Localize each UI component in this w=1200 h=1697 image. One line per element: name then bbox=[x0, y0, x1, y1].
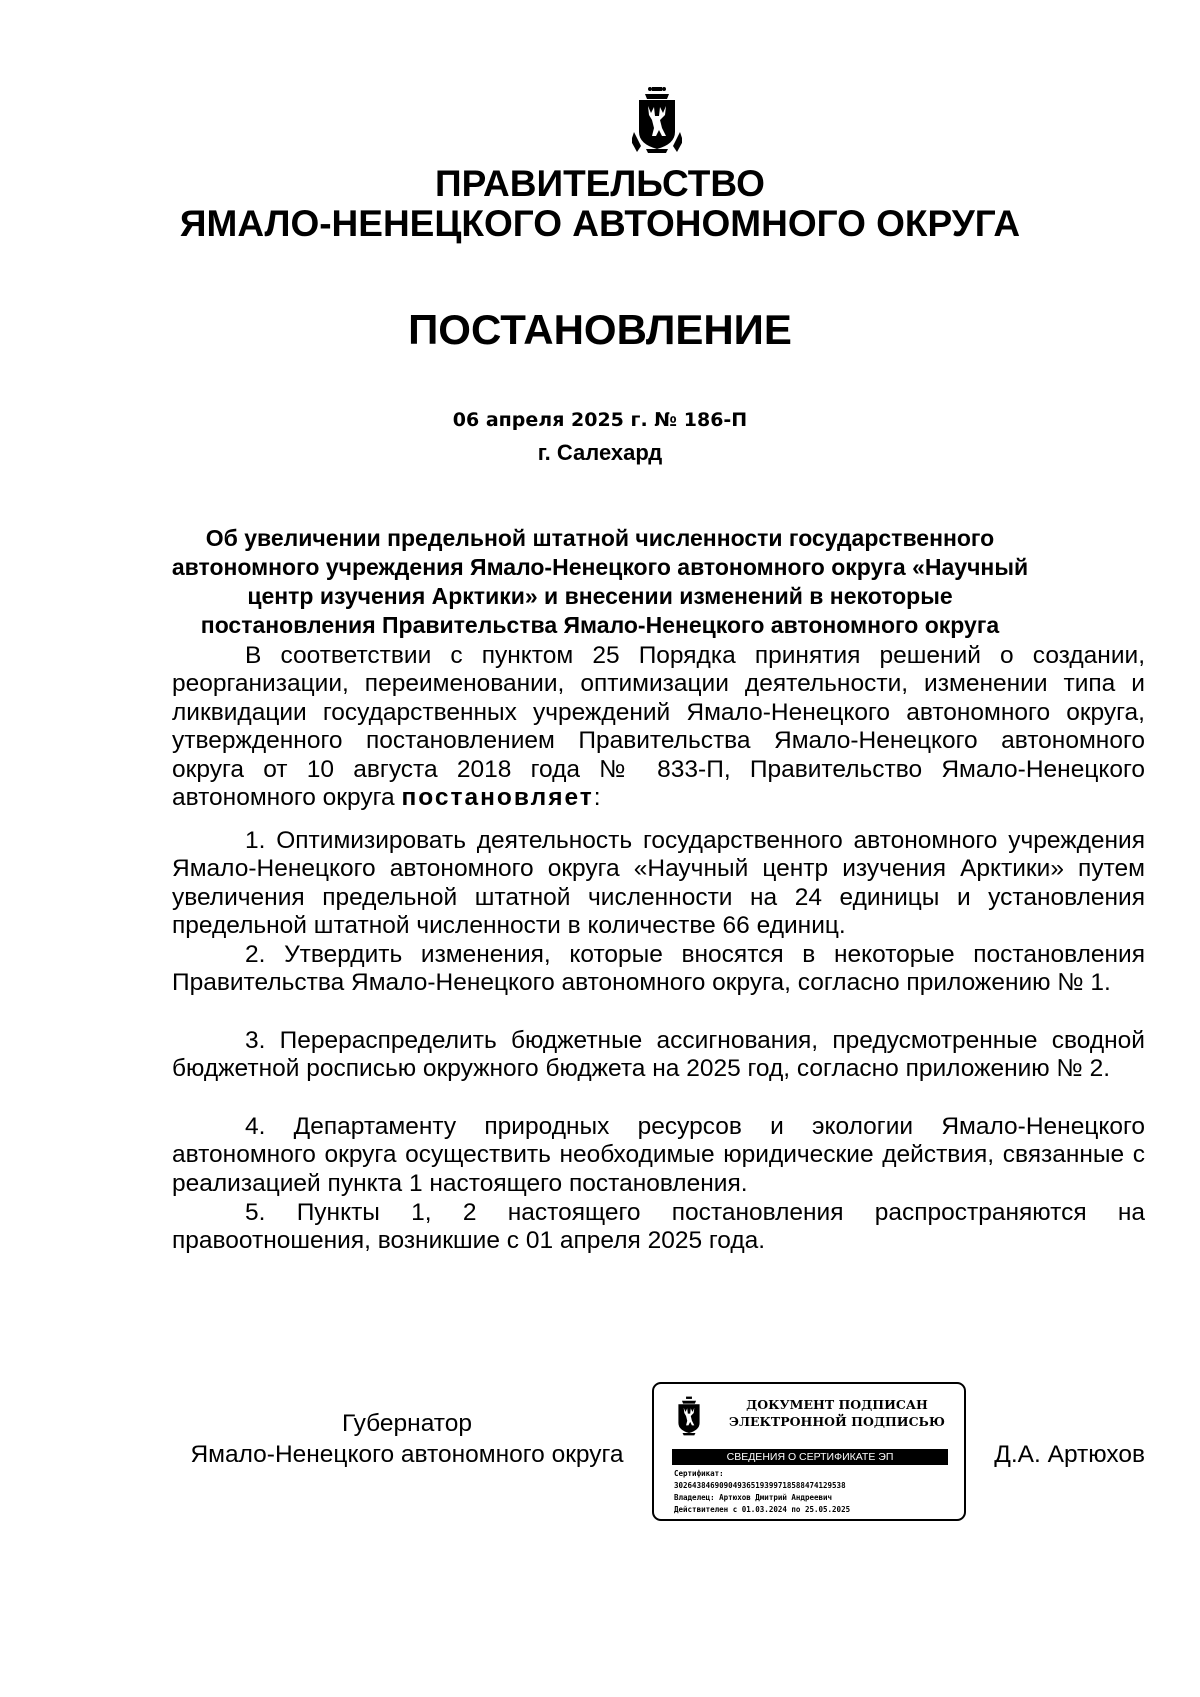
signatory-position bbox=[172, 1408, 642, 1470]
signatory-position-line2: Ямало-Ненецкого автономного округа bbox=[190, 1441, 624, 1468]
decree-item-1: 1. Оптимизировать деятельность государственного автономного учреждения Ямало-Ненецкого автономного округа «Научный центр изучения Арктики» путем увеличения предельной штатной численности на 24 единицы и установления предельной штатной численности в количестве 66 единиц. bbox=[172, 827, 1145, 940]
preamble-end: : bbox=[593, 784, 601, 812]
decree-item-5: 5. Пункты 1, 2 настоящего постановления распространяются на правоотношения, возникшие с 01 апреля 2025 года. bbox=[172, 1199, 1145, 1255]
decree-item-4: 4. Департаменту природных ресурсов и экологии Ямало-Ненецкого автономного округа осуществить необходимые юридические действия, связанные с реализацией пункта 1 настоящего постановления. bbox=[172, 1113, 1145, 1197]
city: г. Салехард bbox=[537, 440, 663, 465]
signatory-position-line1: Губернатор bbox=[342, 1410, 472, 1437]
certificate-number: 30264384690904936519399718588474129538 bbox=[674, 1481, 846, 1490]
decree-word: постановляет bbox=[401, 784, 594, 812]
certificate-owner: Владелец: Артюхов Дмитрий Андреевич bbox=[674, 1493, 833, 1502]
government-name-line2: ЯМАЛО-НЕНЕЦКОГО АВТОНОМНОГО ОКРУГА bbox=[179, 203, 1021, 244]
certificate-details bbox=[674, 1468, 959, 1516]
decree-item-2: 2. Утвердить изменения, которые вносятся в некоторые постановления Правительства Ямало-Ненецкого автономного округа, согласно приложению № 1. bbox=[172, 941, 1145, 997]
document-type: ПОСТАНОВЛЕНИЕ bbox=[408, 306, 792, 353]
signatory-name: Д.А. Артюхов bbox=[994, 1441, 1145, 1468]
preamble-text: В соответствии с пунктом 25 Порядка принятия решений о создании, реорганизации, переименовании, оптимизации деятельности, изменении типа и ликвидации государственных учреждений Ямало-Ненецкого автономного округа, утвержденного постановлением Правительства Ямало-Ненецкого автономного округа от 10 августа 2018 года № 833-П, Правительство Ямало-Ненецкого автономного округа bbox=[172, 642, 1145, 812]
government-name-line1: ПРАВИТЕЛЬСТВО bbox=[435, 163, 765, 204]
date-number: 06 апреля 2025 г. № 186-П bbox=[452, 409, 748, 431]
stamp-title bbox=[722, 1396, 952, 1430]
stamp-coat-of-arms-icon bbox=[674, 1396, 704, 1436]
document-subject: Об увеличении предельной штатной численности государственного автономного учреждения Ямало-Ненецкого автономного округа «Научный центр изучения Арктики» и внесении изменений в некоторые постановления Правительства Ямало-Ненецкого автономного округа bbox=[171, 525, 1029, 638]
decree-item-3: 3. Перераспределить бюджетные ассигнования, предусмотренные сводной бюджетной росписью окружного бюджета на 2025 год, согласно приложению № 2. bbox=[172, 1027, 1145, 1083]
preamble-paragraph bbox=[172, 642, 1145, 812]
coat-of-arms-icon bbox=[632, 86, 682, 154]
certificate-validity: Действителен с 01.03.2024 по 25.05.2025 bbox=[674, 1505, 851, 1514]
certificate-info-bar: СВЕДЕНИЯ О СЕРТИФИКАТЕ ЭП bbox=[672, 1449, 948, 1465]
electronic-signature-stamp bbox=[652, 1382, 966, 1521]
stamp-title-line2: ЭЛЕКТРОННОЙ ПОДПИСЬЮ bbox=[729, 1414, 945, 1429]
certificate-label: Сертификат: bbox=[674, 1469, 724, 1478]
stamp-title-line1: ДОКУМЕНТ ПОДПИСАН bbox=[746, 1397, 928, 1412]
